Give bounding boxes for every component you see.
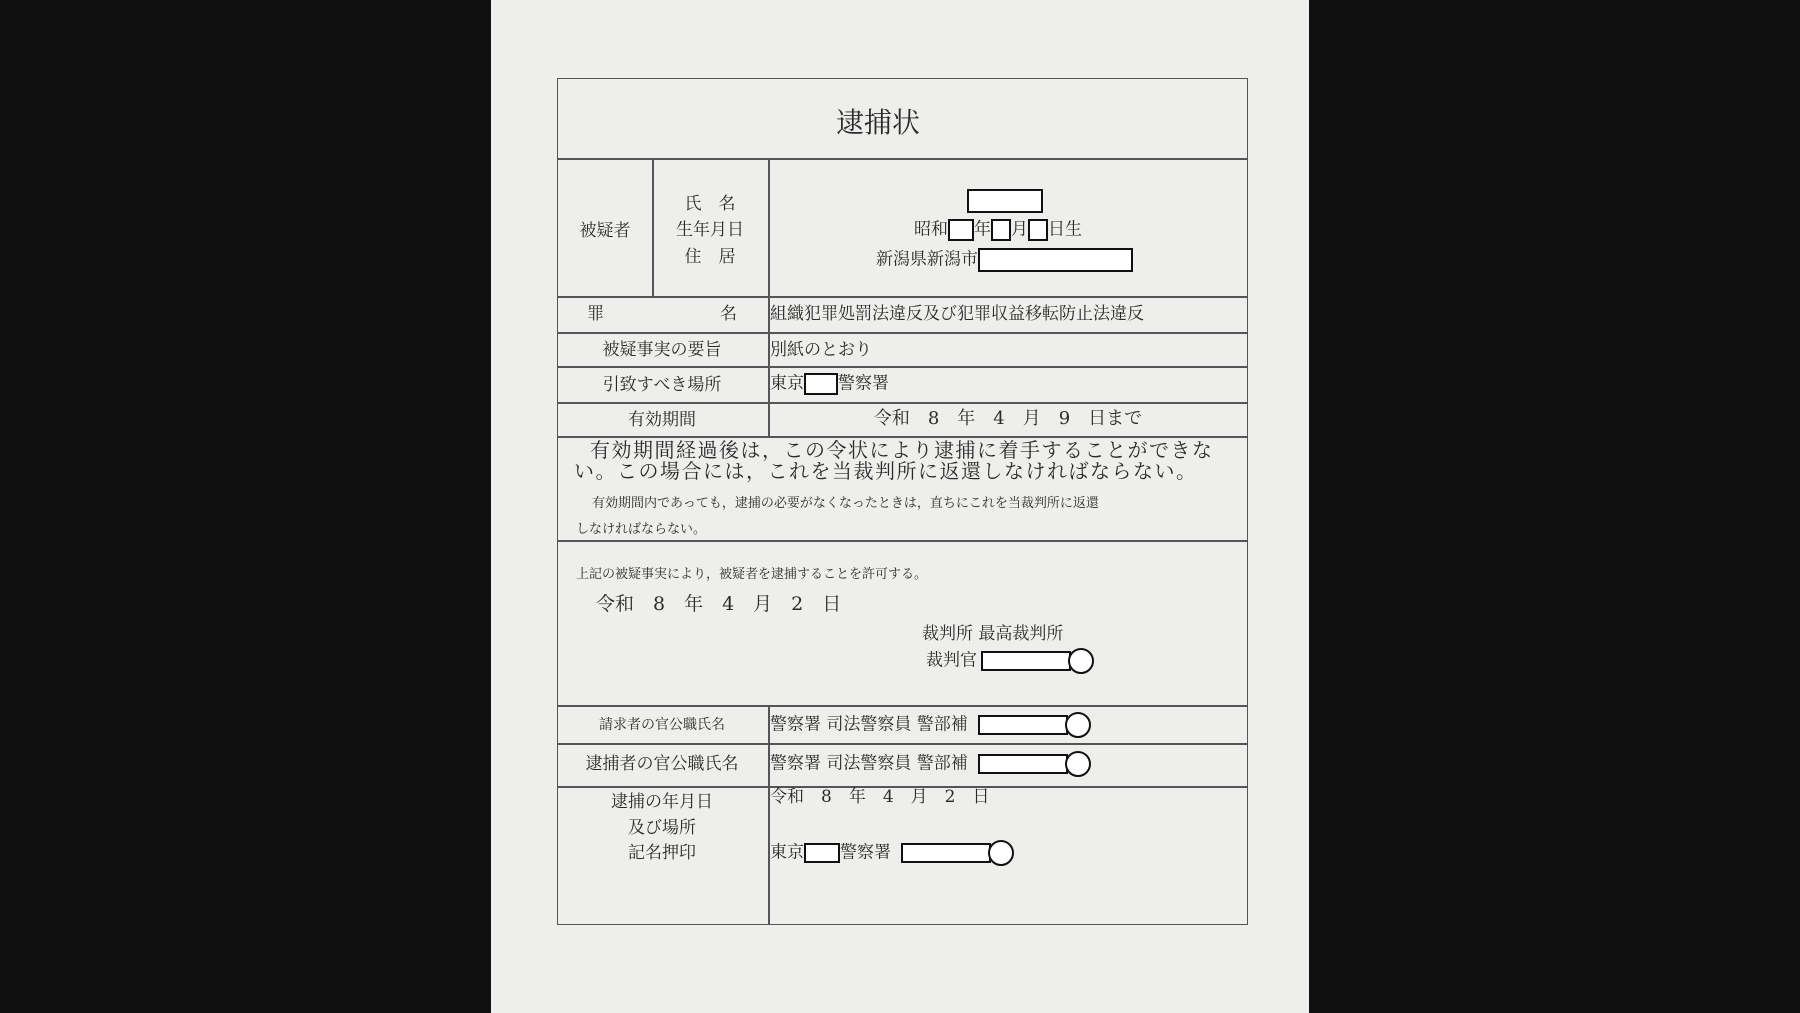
- arrester-value: [770, 751, 1091, 777]
- address-value: [876, 248, 1133, 272]
- judge: [926, 648, 1094, 674]
- redacted-requester-name: [978, 715, 1068, 735]
- redacted-name: [967, 189, 1043, 213]
- seal-icon: [1065, 751, 1091, 777]
- notice-line-3: 有効期間内であっても，逮捕の必要がなくなったときは，直ちにこれを当裁判所に返還: [592, 496, 1099, 511]
- redacted-station: [804, 843, 840, 863]
- redacted-station: [804, 373, 838, 395]
- permit-text: 上記の被疑事実により，被疑者を逮捕することを許可する。: [576, 567, 928, 582]
- requester-label: 請求者の官公職氏名: [599, 717, 725, 733]
- address-field-label: 住 居: [684, 247, 736, 267]
- divider: [557, 705, 1248, 707]
- judge-label: 裁判官: [926, 650, 977, 671]
- redacted-officer-name: [901, 843, 991, 863]
- notice-line-2: い。この場合には，これを当裁判所に返還しなければならない。: [574, 459, 1198, 483]
- facts-value: 別紙のとおり: [770, 340, 872, 360]
- validity-value: 令和 8 年 4 月 9 日まで: [873, 408, 1143, 429]
- redacted-year: [948, 219, 974, 241]
- dob-year-unit: 年: [974, 219, 991, 240]
- document-title: 逮捕状: [835, 106, 921, 139]
- divider: [557, 332, 1248, 334]
- arrest-label-line-3: 記名押印: [628, 843, 696, 863]
- dob-field-label: 生年月日: [676, 220, 744, 240]
- divider: [557, 296, 1248, 298]
- arrest-label-line-1: 逮捕の年月日: [611, 792, 713, 812]
- arrest-place: [770, 840, 1014, 866]
- divider: [557, 158, 1248, 160]
- divider: [557, 366, 1248, 368]
- divider: [557, 540, 1248, 542]
- address-prefix: 新潟県新潟市: [876, 249, 978, 270]
- divider: [652, 158, 654, 296]
- crime-label: 罪 名: [587, 304, 737, 324]
- requester-value: [770, 712, 1091, 738]
- requester-title: 警察署 司法警察員 警部補: [770, 714, 968, 735]
- redacted-day: [1028, 219, 1048, 241]
- redacted-month: [991, 219, 1011, 241]
- name-field-label: 氏 名: [684, 194, 736, 214]
- redacted-judge-name: [981, 651, 1071, 671]
- validity-label: 有効期間: [628, 410, 696, 430]
- divider: [768, 705, 770, 925]
- arrester-label: 逮捕者の官公職氏名: [585, 754, 739, 774]
- crime-value: 組織犯罪処罰法違反及び犯罪収益移転防止法違反: [770, 304, 1144, 324]
- dob-value: [914, 219, 1082, 241]
- suspect-label: 被疑者: [579, 221, 631, 241]
- arrest-label-line-2: 及び場所: [628, 818, 696, 838]
- dob-day-unit: 日生: [1048, 219, 1082, 240]
- place-label: 引致すべき場所: [602, 375, 722, 395]
- dob-month-unit: 月: [1011, 219, 1028, 240]
- arrest-date: 令和 8 年 4 月 2 日: [770, 787, 990, 807]
- notice-line-4: しなければならない。: [576, 522, 707, 537]
- place-suffix: 警察署: [838, 373, 889, 394]
- seal-icon: [988, 840, 1014, 866]
- divider: [557, 743, 1248, 745]
- court-name: 裁判所 最高裁判所: [922, 624, 1064, 644]
- notice-line-1: 有効期間経過後は，この令状により逮捕に着手することができな: [590, 438, 1214, 462]
- redacted-address: [978, 248, 1133, 272]
- facts-label: 被疑事実の要旨: [602, 340, 722, 360]
- arrest-place-suffix: 警察署: [840, 842, 891, 863]
- place-value: [770, 373, 889, 395]
- permit-date: 令和 8 年 4 月 2 日: [596, 593, 842, 615]
- arrest-place-prefix: 東京: [770, 842, 804, 863]
- divider: [557, 402, 1248, 404]
- place-prefix: 東京: [770, 373, 804, 394]
- seal-icon: [1068, 648, 1094, 674]
- dob-era: 昭和: [914, 219, 948, 240]
- seal-icon: [1065, 712, 1091, 738]
- arrester-title: 警察署 司法警察員 警部補: [770, 753, 968, 774]
- redacted-arrester-name: [978, 754, 1068, 774]
